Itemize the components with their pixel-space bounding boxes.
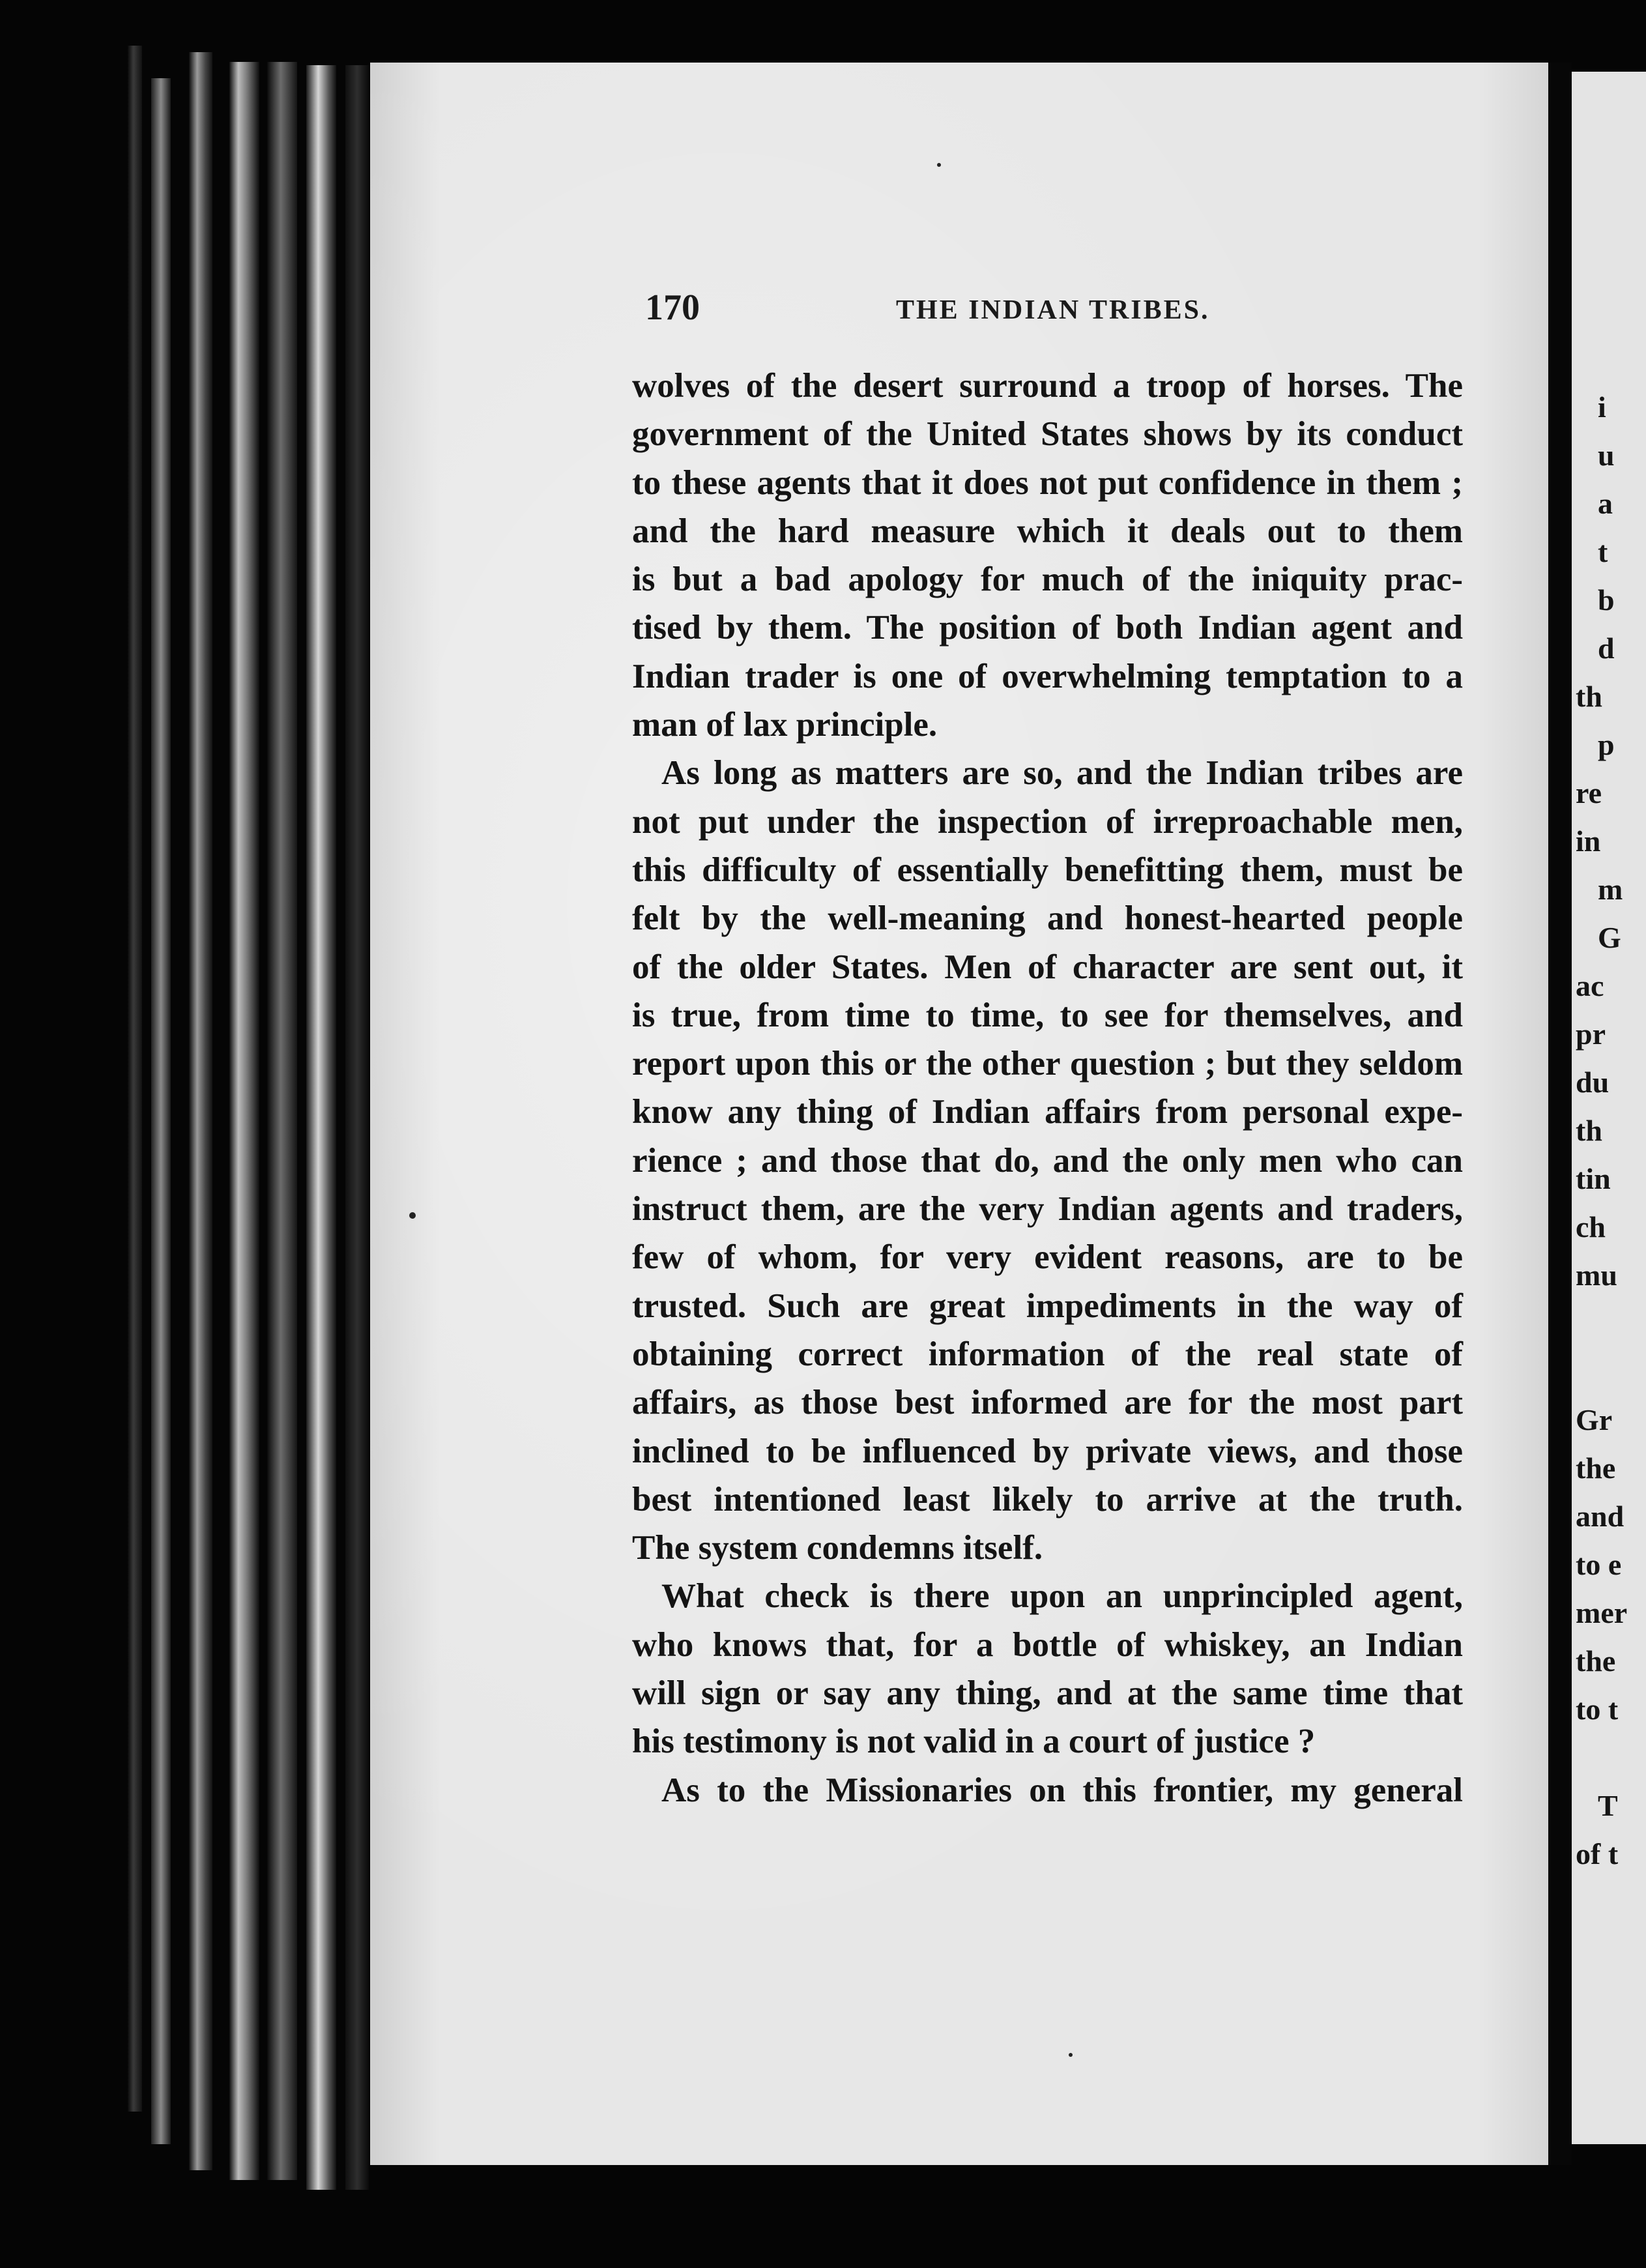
page-edge [306,65,336,2190]
text-line: affairs, as those best informed are for the most part [632,1384,1463,1422]
text-line: will sign or say any thing, and at the same time that [632,1674,1463,1713]
running-head [645,287,1460,332]
facing-page-fragment: ch [1576,1210,1606,1243]
text-line: inclined to be influenced by private views, and those [632,1432,1463,1470]
facing-page-fragment: p [1598,728,1615,761]
text-line: man of lax principle. [632,706,938,744]
paragraph [632,1766,1463,1814]
facing-page-fragment: and [1576,1500,1624,1533]
facing-page-fragment: T [1598,1789,1618,1822]
scan-speck [937,163,941,167]
facing-page-fragment: mu [1576,1258,1617,1292]
paragraph [632,362,1463,749]
facing-page-fragment: du [1576,1066,1610,1099]
text-line: and the hard measure which it deals out to them [632,512,1463,550]
page-edge [151,78,171,2144]
facing-page-fragment: the [1576,1451,1616,1485]
facing-page-fragment: u [1598,439,1615,472]
paragraph [632,749,1463,1572]
text-line: best intentioned least likely to arrive at the truth. [632,1480,1463,1519]
text-line: to these agents that it does not put confidence in them ; [632,463,1463,502]
page-edge [267,62,297,2180]
page-edge [345,65,369,2190]
text-line: tised by them. The position of both Indian agent and [632,609,1463,647]
page-edge [128,46,142,2112]
page-number: 170 [645,287,700,328]
body-text [632,362,1463,1814]
text-line: know any thing of Indian affairs from personal expe- [632,1093,1463,1131]
facing-page-fragment: mer [1576,1596,1628,1629]
text-line: wolves of the desert surround a troop of horses. The [632,367,1463,405]
facing-page-fragment: the [1576,1644,1616,1678]
text-line: his testimony is not valid in a court of justice ? [632,1723,1316,1761]
text-line: felt by the well-meaning and honest-hearted people [632,899,1463,938]
page-edge [189,52,212,2170]
text-line: Indian trader is one of overwhelming temptation to a [632,657,1463,695]
facing-page-fragment: t [1598,535,1608,568]
text-line: What check is there upon an unprincipled agent, [661,1577,1463,1616]
facing-page-fragment: re [1576,776,1602,809]
page-gutter [1548,63,1572,2165]
facing-page-fragment: th [1576,680,1602,713]
facing-page-fragment: th [1576,1114,1602,1147]
page-edge [229,62,259,2180]
facing-page-fragment: to e [1576,1548,1622,1581]
facing-page-fragment: i [1598,390,1606,424]
facing-page-fragment: in [1576,824,1601,858]
facing-page-fragment: d [1598,632,1615,665]
text-line: of the older States. Men of character are sent out, it [632,948,1463,986]
facing-page-fragment: ac [1576,969,1604,1002]
facing-page-fragment: Gr [1576,1403,1613,1436]
facing-page-fragment: of t [1576,1837,1619,1870]
text-line: rience ; and those that do, and the only men who can [632,1141,1463,1180]
running-title: THE INDIAN TRIBES. [896,295,1210,325]
text-line: who knows that, for a bottle of whiskey, an Indian [632,1625,1463,1664]
facing-page-fragment: tin [1576,1162,1611,1195]
text-line: is true, from time to time, to see for themselves, and [632,996,1463,1034]
text-line: As long as matters are so, and the Indian tribes are [661,754,1463,792]
facing-page-fragment: a [1598,487,1613,520]
text-line: is but a bad apology for much of the iniquity prac- [632,560,1463,599]
text-line: The system condemns itself. [632,1529,1043,1567]
text-line: report upon this or the other question ; but they seldom [632,1045,1463,1083]
text-line: obtaining correct information of the real state of [632,1335,1463,1373]
facing-page-fragment: m [1598,873,1623,906]
facing-page-fragment: G [1598,921,1621,954]
text-line: few of whom, for very evident reasons, are to be [632,1238,1463,1277]
facing-page-fragment: to t [1576,1693,1619,1726]
text-line: not put under the inspection of irreproachable men, [632,802,1463,841]
facing-page-fragment: b [1598,583,1615,617]
paragraph [632,1572,1463,1766]
scan-speck [1069,2053,1073,2057]
text-line: this difficulty of essentially benefitting them, must be [632,850,1463,889]
facing-page-edge [1572,72,1646,2144]
text-line: trusted. Such are great impediments in the way of [632,1287,1463,1325]
scan-speck [409,1212,416,1219]
text-line: instruct them, are the very Indian agents and traders, [632,1190,1463,1228]
text-line: As to the Missionaries on this frontier, my general [661,1771,1463,1809]
facing-page-fragment: pr [1576,1017,1606,1051]
text-line: government of the United States shows by its conduct [632,415,1463,454]
